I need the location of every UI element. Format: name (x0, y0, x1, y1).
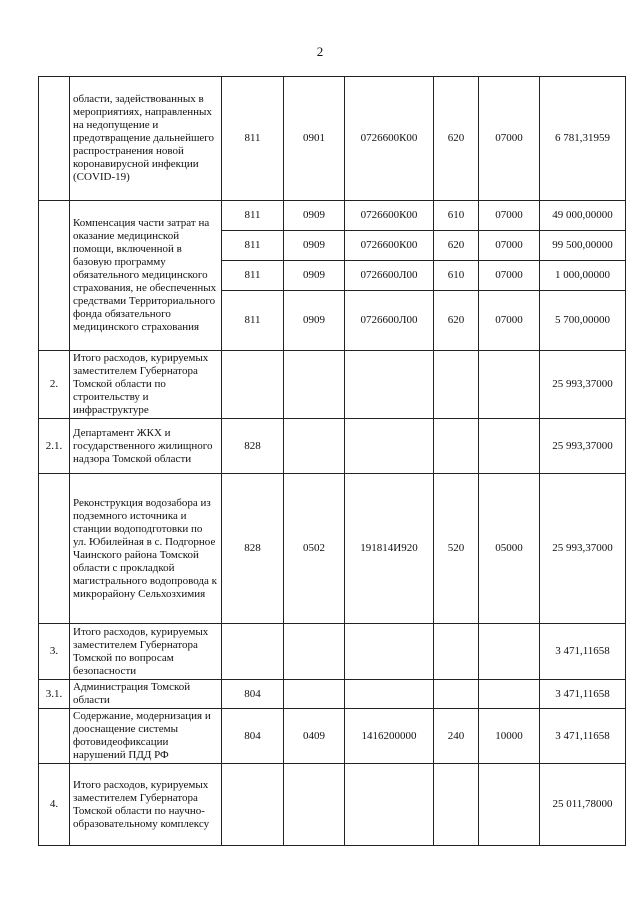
page-number: 2 (316, 44, 324, 59)
grbs-code: 804 (222, 680, 284, 709)
row-number (39, 709, 70, 764)
row-name: Реконструкция водозабора из подземного источника и станции водоподготовки по ул. Юбилейная в с. Подгорное Чаинского района Томской области с прокладкой магистрального водопровода к микрорайону Сельхозхимия (70, 474, 222, 624)
grbs-code (222, 624, 284, 680)
target-article-code: 191814И920 (345, 474, 434, 624)
section-code: 0909 (284, 291, 345, 351)
target-article-code: 0726600К00 (345, 201, 434, 231)
section-code: 0409 (284, 709, 345, 764)
table-row (39, 474, 626, 624)
kosgu-code: 07000 (479, 261, 540, 291)
amount: 25 011,78000 (540, 764, 626, 846)
grbs-code: 811 (222, 77, 284, 201)
budget-table (38, 76, 626, 846)
row-number: 3. (39, 624, 70, 680)
target-article-code: 0726600К00 (345, 77, 434, 201)
grbs-code: 828 (222, 419, 284, 474)
kosgu-code (479, 419, 540, 474)
target-article-code (345, 764, 434, 846)
target-article-code (345, 624, 434, 680)
amount: 1 000,00000 (540, 261, 626, 291)
target-article-code (345, 419, 434, 474)
expense-type-code (434, 351, 479, 419)
expense-type-code (434, 624, 479, 680)
target-article-code: 1416200000 (345, 709, 434, 764)
table-row (39, 351, 626, 419)
section-code (284, 419, 345, 474)
target-article-code: 0726600Л00 (345, 261, 434, 291)
kosgu-code: 07000 (479, 201, 540, 231)
amount: 3 471,11658 (540, 680, 626, 709)
table-row (39, 764, 626, 846)
kosgu-code: 07000 (479, 291, 540, 351)
row-number (39, 201, 70, 351)
section-code (284, 351, 345, 419)
kosgu-code (479, 764, 540, 846)
table-row (39, 680, 626, 709)
target-article-code: 0726600Л00 (345, 291, 434, 351)
section-code: 0909 (284, 201, 345, 231)
expense-type-code (434, 680, 479, 709)
section-code: 0901 (284, 77, 345, 201)
expense-type-code (434, 419, 479, 474)
target-article-code (345, 680, 434, 709)
amount: 99 500,00000 (540, 231, 626, 261)
amount: 3 471,11658 (540, 624, 626, 680)
grbs-code: 811 (222, 231, 284, 261)
table-row (39, 709, 626, 764)
row-name: Итого расходов, курируемых заместителем Губернатора Томской области по строительству и инфраструктуре (70, 351, 222, 419)
row-name: области, задействованных в мероприятиях, направленных на недопущение и предотвращение дальнейшего распространения новой коронавирусной инфекции (COVID-19) (70, 77, 222, 201)
row-name: Содержание, модернизация и дооснащение системы фотовидеофиксации нарушений ПДД РФ (70, 709, 222, 764)
row-name: Департамент ЖКХ и государственного жилищного надзора Томской области (70, 419, 222, 474)
grbs-code: 828 (222, 474, 284, 624)
table-row (39, 201, 626, 231)
kosgu-code: 05000 (479, 474, 540, 624)
amount: 3 471,11658 (540, 709, 626, 764)
row-number: 2. (39, 351, 70, 419)
kosgu-code: 07000 (479, 231, 540, 261)
expense-type-code: 610 (434, 261, 479, 291)
table-row (39, 77, 626, 201)
amount: 25 993,37000 (540, 351, 626, 419)
section-code: 0502 (284, 474, 345, 624)
row-number (39, 474, 70, 624)
kosgu-code (479, 680, 540, 709)
row-number: 3.1. (39, 680, 70, 709)
grbs-code: 804 (222, 709, 284, 764)
section-code: 0909 (284, 231, 345, 261)
row-name: Итого расходов, курируемых заместителем Губернатора Томской области по научно-образовательному комплексу (70, 764, 222, 846)
kosgu-code: 10000 (479, 709, 540, 764)
kosgu-code: 07000 (479, 77, 540, 201)
row-name: Администрация Томской области (70, 680, 222, 709)
row-name: Компенсация части затрат на оказание медицинской помощи, включенной в базовую программу обязательного медицинского страхования, не обеспеченных средствами Территориального фонда обязательного медицинского страхования (70, 201, 222, 351)
expense-type-code: 610 (434, 201, 479, 231)
table-row (39, 624, 626, 680)
row-number (39, 77, 70, 201)
grbs-code: 811 (222, 261, 284, 291)
grbs-code (222, 351, 284, 419)
section-code: 0909 (284, 261, 345, 291)
amount: 49 000,00000 (540, 201, 626, 231)
amount: 6 781,31959 (540, 77, 626, 201)
section-code (284, 624, 345, 680)
expense-type-code: 620 (434, 291, 479, 351)
row-number: 2.1. (39, 419, 70, 474)
amount: 25 993,37000 (540, 474, 626, 624)
kosgu-code (479, 351, 540, 419)
target-article-code (345, 351, 434, 419)
table-row (39, 419, 626, 474)
target-article-code: 0726600К00 (345, 231, 434, 261)
amount: 5 700,00000 (540, 291, 626, 351)
expense-type-code: 620 (434, 77, 479, 201)
amount: 25 993,37000 (540, 419, 626, 474)
expense-type-code: 240 (434, 709, 479, 764)
row-name: Итого расходов, курируемых заместителем Губернатора Томской по вопросам безопасности (70, 624, 222, 680)
grbs-code: 811 (222, 201, 284, 231)
grbs-code: 811 (222, 291, 284, 351)
section-code (284, 680, 345, 709)
kosgu-code (479, 624, 540, 680)
grbs-code (222, 764, 284, 846)
section-code (284, 764, 345, 846)
expense-type-code: 520 (434, 474, 479, 624)
expense-type-code: 620 (434, 231, 479, 261)
expense-type-code (434, 764, 479, 846)
row-number: 4. (39, 764, 70, 846)
